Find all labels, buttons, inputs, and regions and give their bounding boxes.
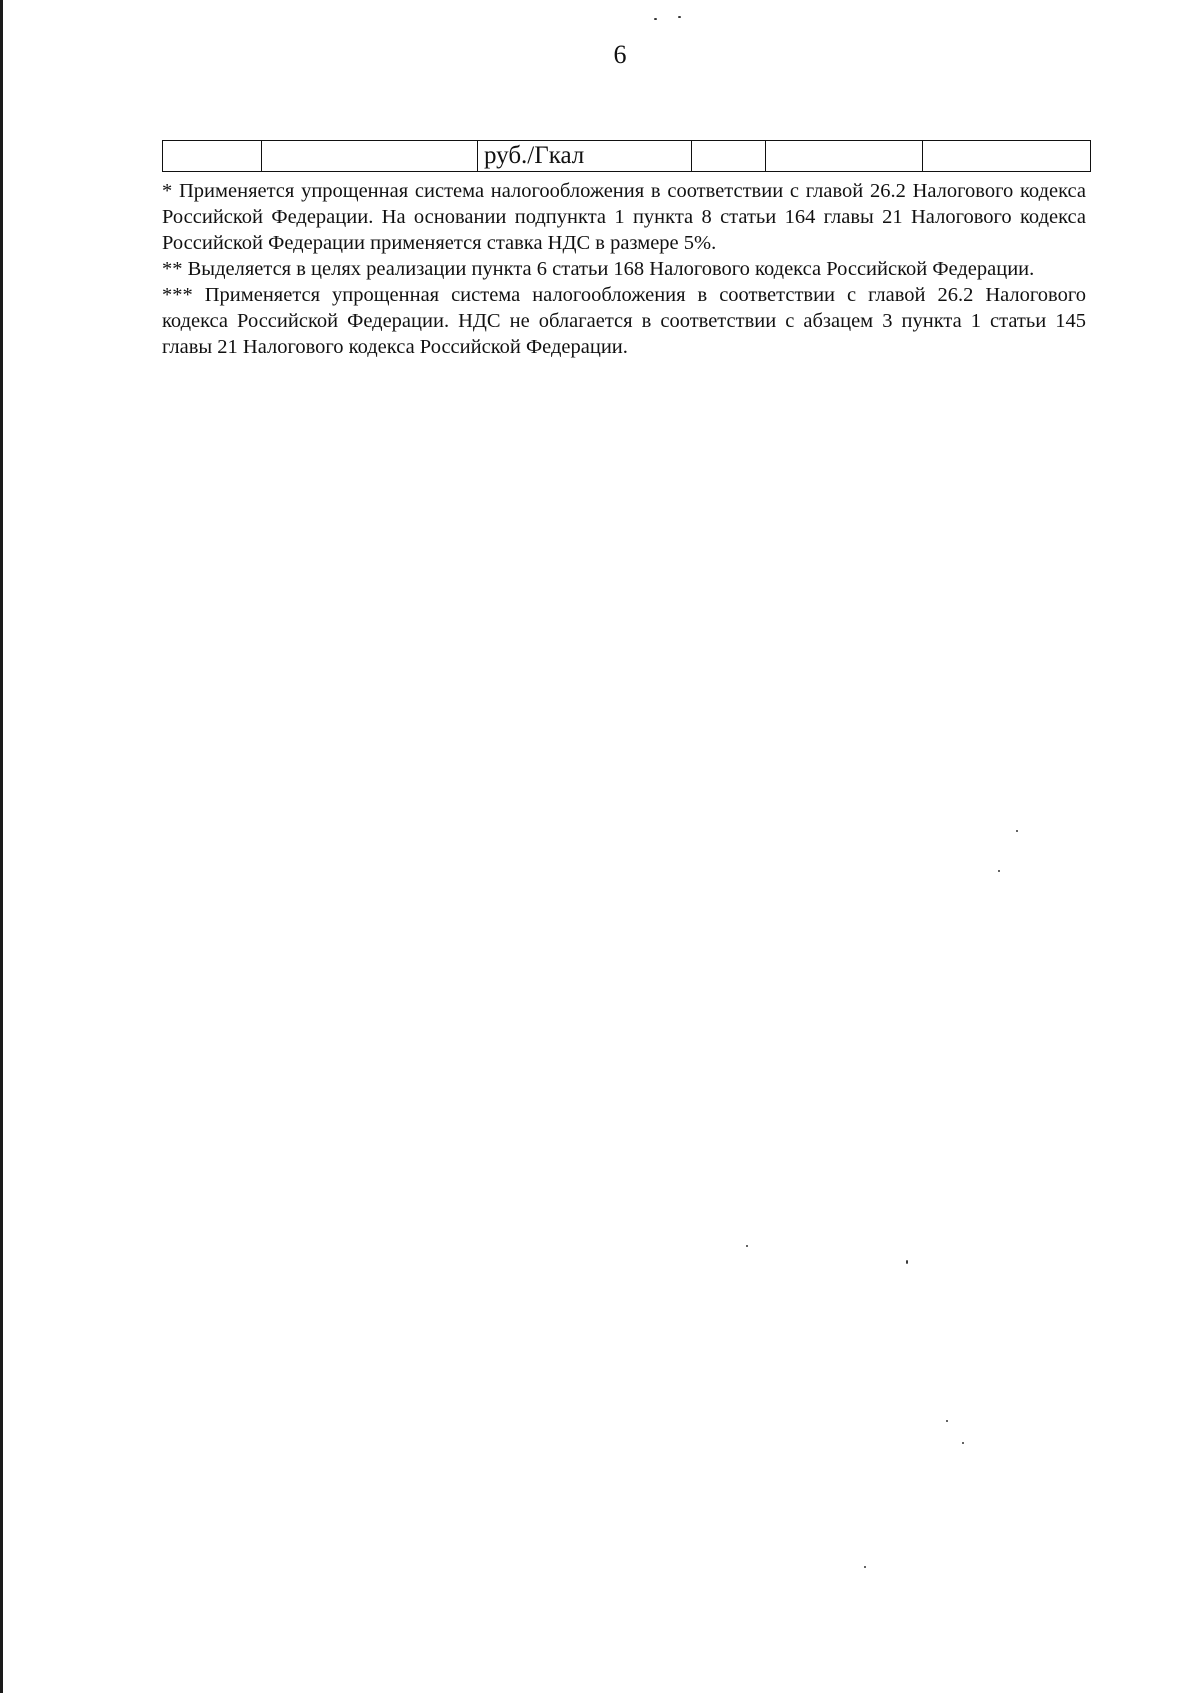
scan-speck: [962, 1442, 964, 1444]
table-cell: [262, 141, 478, 172]
scan-speck: [678, 16, 681, 18]
scan-speck: [654, 18, 657, 20]
footnote-3: *** Применяется упрощенная система налогообложения в соответствии с главой 26.2 Налогового кодекса Российской Федерации. НДС не облагается в соответствии с абзацем 3 пункта 1 статьи 145 главы 21 Налогового кодекса Российской Федерации.: [162, 284, 1086, 358]
table-cell: [692, 141, 766, 172]
footnote-2: ** Выделяется в целях реализации пункта 6 статьи 168 Налогового кодекса Российской Федерации.: [162, 258, 1035, 280]
page-number: 6: [613, 40, 627, 69]
scan-speck: [946, 1420, 948, 1422]
scan-edge-line: [0, 0, 3, 1693]
table-cell-unit: руб./Гкал: [478, 141, 692, 172]
scan-speck: [906, 1260, 908, 1264]
scan-speck: [746, 1245, 748, 1247]
table-cell: [923, 141, 1091, 172]
table-cell: [163, 141, 262, 172]
scan-speck: [864, 1566, 866, 1568]
tariff-table-fragment: [162, 140, 1091, 172]
table-cell: [766, 141, 923, 172]
table-row: [163, 141, 1091, 172]
table-fragment-container: [162, 140, 1090, 172]
footnotes: [162, 178, 1086, 360]
footnote-1: * Применяется упрощенная система налогообложения в соответствии с главой 26.2 Налогового кодекса Российской Федерации. На основании подпункта 1 пункта 8 статьи 164 главы 21 Налогового кодекса Российской Федерации применяется ставка НДС в размере 5%.: [162, 180, 1086, 254]
scan-speck: [998, 870, 1000, 872]
scan-speck: [1016, 830, 1018, 832]
